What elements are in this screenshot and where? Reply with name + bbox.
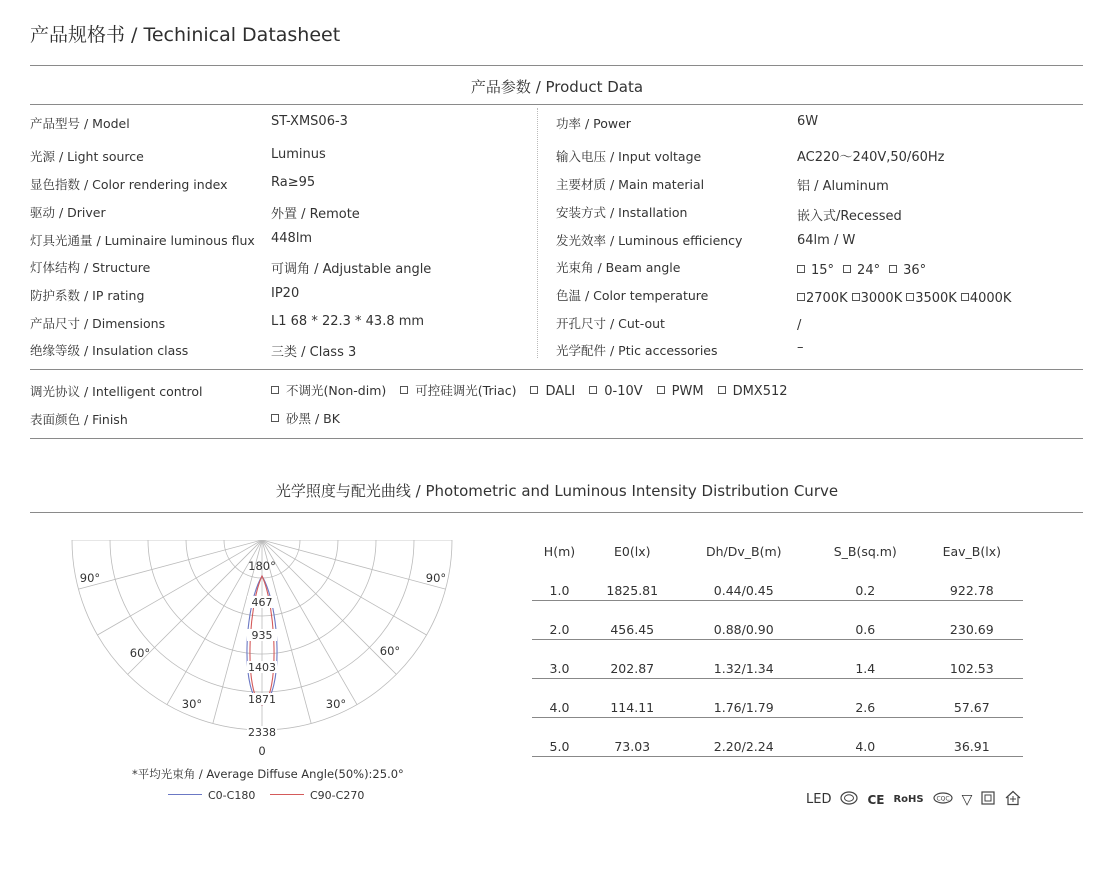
spec-value: Luminus <box>271 147 326 162</box>
option-label: 36° <box>903 263 927 278</box>
spec-value: 6W <box>797 114 819 129</box>
table-cell: 0.88/0.90 <box>678 601 810 640</box>
polar-radial-label: 935 <box>251 629 273 642</box>
spec-value: / <box>797 318 802 333</box>
spec-value: ST-XMS06-3 <box>271 114 348 129</box>
legend-label-c90: C90-C270 <box>310 789 365 802</box>
option-label: 15° <box>811 263 835 278</box>
option-label: 可控硅调光(Triac) <box>415 383 517 398</box>
finish-options <box>271 409 354 427</box>
led-mark: LED <box>806 792 832 807</box>
table-cell: 5.0 <box>532 718 587 757</box>
control-label: 调光协议 / Intelligent control <box>30 384 203 399</box>
spec-label: 防护系数 / IP rating <box>30 288 145 303</box>
spec-options <box>797 263 935 278</box>
divider <box>30 369 1083 370</box>
legend-c90 <box>270 789 364 802</box>
divider <box>30 65 1083 66</box>
legend-label-c0: C0-C180 <box>208 789 256 802</box>
triangle-icon: ▽ <box>961 791 973 808</box>
option-item <box>657 384 704 399</box>
option-item <box>797 291 848 306</box>
checkbox-icon <box>961 293 969 301</box>
polar-angle-label: 180° <box>248 559 276 573</box>
option-label: 砂黑 / BK <box>286 411 340 426</box>
option-item <box>400 381 516 399</box>
spec-label: 驱动 / Driver <box>30 205 106 220</box>
table-header-cell: Dh/Dv_B(m) <box>705 543 782 559</box>
photometric-title: 光学照度与配光曲线 / Photometric and Luminous Intensity Distribution Curve <box>275 482 839 500</box>
table-row <box>532 601 1023 640</box>
option-label: 2700K <box>806 291 848 306</box>
spec-value: 448lm <box>271 231 313 246</box>
table-cell: 1.0 <box>532 562 587 601</box>
option-label: DALI <box>545 384 576 399</box>
spec-value: 嵌入式/Recessed <box>797 209 902 224</box>
polar-distribution-chart <box>70 540 460 765</box>
checkbox-icon <box>530 386 538 394</box>
polar-angle-label: 90° <box>425 571 447 585</box>
rohs-mark: RoHS <box>893 794 924 805</box>
table-cell: 1.4 <box>810 640 921 679</box>
option-label: 0-10V <box>604 384 643 399</box>
option-label: DMX512 <box>732 384 788 399</box>
checkbox-icon <box>718 386 726 394</box>
table-cell: 922.78 <box>921 562 1023 601</box>
legend-swatch-c0 <box>168 794 202 795</box>
spec-label: 灯体结构 / Structure <box>30 260 151 275</box>
polar-grid-spoke <box>262 540 446 589</box>
polar-grid-spoke <box>262 540 427 635</box>
checkbox-icon <box>589 386 597 394</box>
polar-radial-label: 1871 <box>248 693 276 706</box>
table-cell: 1.76/1.79 <box>678 679 810 718</box>
option-item <box>271 381 386 399</box>
option-item <box>718 384 788 399</box>
table-row <box>532 718 1023 757</box>
polar-angle-label: 90° <box>79 571 101 585</box>
spec-value: Ra≥95 <box>271 175 316 190</box>
polar-angle-label: 30° <box>181 697 203 711</box>
spec-value: 64lm / W <box>797 233 856 248</box>
table-cell: 2.0 <box>532 601 587 640</box>
spec-value: AC220～240V,50/60Hz <box>797 150 945 165</box>
house-icon <box>1004 790 1022 809</box>
option-item <box>961 291 1012 306</box>
checkbox-icon <box>271 386 279 394</box>
spec-value: 可调角 / Adjustable angle <box>271 262 432 277</box>
spec-label: 功率 / Power <box>556 116 631 131</box>
spec-label: 色温 / Color temperature <box>556 288 709 303</box>
table-header-row <box>532 540 1023 562</box>
checkbox-icon <box>906 293 914 301</box>
option-item <box>589 384 642 399</box>
spec-options <box>797 291 1015 306</box>
option-item <box>843 263 880 278</box>
spec-label: 主要材质 / Main material <box>556 177 705 192</box>
photometric-table <box>532 540 1023 757</box>
table-header-cell: E0(lx) <box>614 543 651 559</box>
table-header-cell: S_B(sq.m) <box>833 543 897 559</box>
table-header-cell: H(m) <box>543 543 576 559</box>
polar-radial-label: 467 <box>251 596 273 609</box>
table-cell: 456.45 <box>587 601 678 640</box>
spec-label: 安装方式 / Installation <box>556 205 688 220</box>
option-item <box>530 384 575 399</box>
option-item <box>906 291 957 306</box>
checkbox-icon <box>657 386 665 394</box>
table-row <box>532 640 1023 679</box>
checkbox-icon <box>797 293 805 301</box>
table-cell: 3.0 <box>532 640 587 679</box>
option-item <box>889 263 926 278</box>
polar-angle-label: 0 <box>258 744 266 758</box>
polar-angle-label: 60° <box>129 646 151 660</box>
double-square-icon <box>981 791 995 808</box>
table-cell: 0.6 <box>810 601 921 640</box>
checkbox-icon <box>843 265 851 273</box>
table-cell: 0.44/0.45 <box>678 562 810 601</box>
checkbox-icon <box>400 386 408 394</box>
option-label: PWM <box>671 384 704 399</box>
option-label: 不调光(Non-dim) <box>286 383 387 398</box>
spec-label: 产品型号 / Model <box>30 116 130 131</box>
divider <box>30 104 1083 105</box>
option-item <box>271 409 340 427</box>
table-cell: 0.2 <box>810 562 921 601</box>
spec-label: 输入电压 / Input voltage <box>556 149 702 164</box>
spec-label: 光学配件 / Ptic accessories <box>556 343 718 358</box>
page-title: 产品规格书 / Techinical Datasheet <box>30 24 341 46</box>
spec-label: 显色指数 / Color rendering index <box>30 177 228 192</box>
polar-grid-spoke <box>97 540 262 635</box>
table-cell: 202.87 <box>587 640 678 679</box>
spec-value: 铝 / Aluminum <box>797 179 889 194</box>
option-label: 3500K <box>915 291 957 306</box>
finish-label: 表面颜色 / Finish <box>30 412 128 427</box>
option-label: 3000K <box>860 291 903 306</box>
table-cell: 36.91 <box>921 718 1023 757</box>
ccc-icon <box>840 791 858 808</box>
spec-label: 灯具光通量 / Luminaire luminous flux <box>30 233 255 248</box>
table-header-cell: Eav_B(lx) <box>942 543 1001 559</box>
certification-marks <box>806 790 1022 809</box>
divider <box>30 512 1083 513</box>
option-label: 4000K <box>969 291 1012 306</box>
table-cell: 114.11 <box>587 679 678 718</box>
table-cell: 102.53 <box>921 640 1023 679</box>
ce-mark: CE <box>867 792 885 807</box>
control-options <box>271 381 802 399</box>
table-cell: 57.67 <box>921 679 1023 718</box>
polar-grid-spoke <box>78 540 262 589</box>
polar-radial-label: 1403 <box>248 661 276 674</box>
spec-label: 光束角 / Beam angle <box>556 260 681 275</box>
legend-swatch-c90 <box>270 794 304 795</box>
option-label: 24° <box>857 263 881 278</box>
divider <box>30 438 1083 439</box>
beam-angle-note: *平均光束角 / Average Diffuse Angle(50%):25.0° <box>132 767 404 781</box>
spec-label: 绝缘等级 / Insulation class <box>30 343 189 358</box>
table-cell: 4.0 <box>532 679 587 718</box>
table-cell: 2.20/2.24 <box>678 718 810 757</box>
table-cell: 1.32/1.34 <box>678 640 810 679</box>
table-row <box>532 679 1023 718</box>
table-cell: 73.03 <box>587 718 678 757</box>
checkbox-icon <box>889 265 897 273</box>
spec-value: IP20 <box>271 286 300 301</box>
table-cell: 2.6 <box>810 679 921 718</box>
column-divider <box>537 108 538 358</box>
spec-label: 开孔尺寸 / Cut-out <box>556 316 665 331</box>
spec-label: 发光效率 / Luminous efficiency <box>556 233 743 248</box>
checkbox-icon <box>852 293 860 301</box>
option-item <box>852 291 903 306</box>
option-item <box>797 263 834 278</box>
polar-grid-spoke <box>262 540 357 705</box>
checkbox-icon <box>797 265 805 273</box>
polar-angle-label: 60° <box>379 644 401 658</box>
product-data-title: 产品参数 / Product Data <box>470 78 644 96</box>
spec-label: 产品尺寸 / Dimensions <box>30 316 166 331</box>
legend-c0 <box>168 789 255 802</box>
spec-value: L1 68 * 22.3 * 43.8 mm <box>271 314 425 329</box>
spec-value: 外置 / Remote <box>271 207 360 222</box>
table-cell: 230.69 <box>921 601 1023 640</box>
table-row <box>532 562 1023 601</box>
table-cell: 1825.81 <box>587 562 678 601</box>
polar-angle-label: 30° <box>325 697 347 711</box>
polar-grid-spoke <box>262 540 396 674</box>
checkbox-icon <box>271 414 279 422</box>
cqc-icon <box>933 792 953 807</box>
table-cell: 4.0 <box>810 718 921 757</box>
spec-label: 光源 / Light source <box>30 149 144 164</box>
svg-text:CQC: CQC <box>936 795 950 803</box>
spec-value: – <box>797 340 804 355</box>
spec-value: 三类 / Class 3 <box>271 345 357 360</box>
polar-radial-label: 2338 <box>248 726 276 739</box>
